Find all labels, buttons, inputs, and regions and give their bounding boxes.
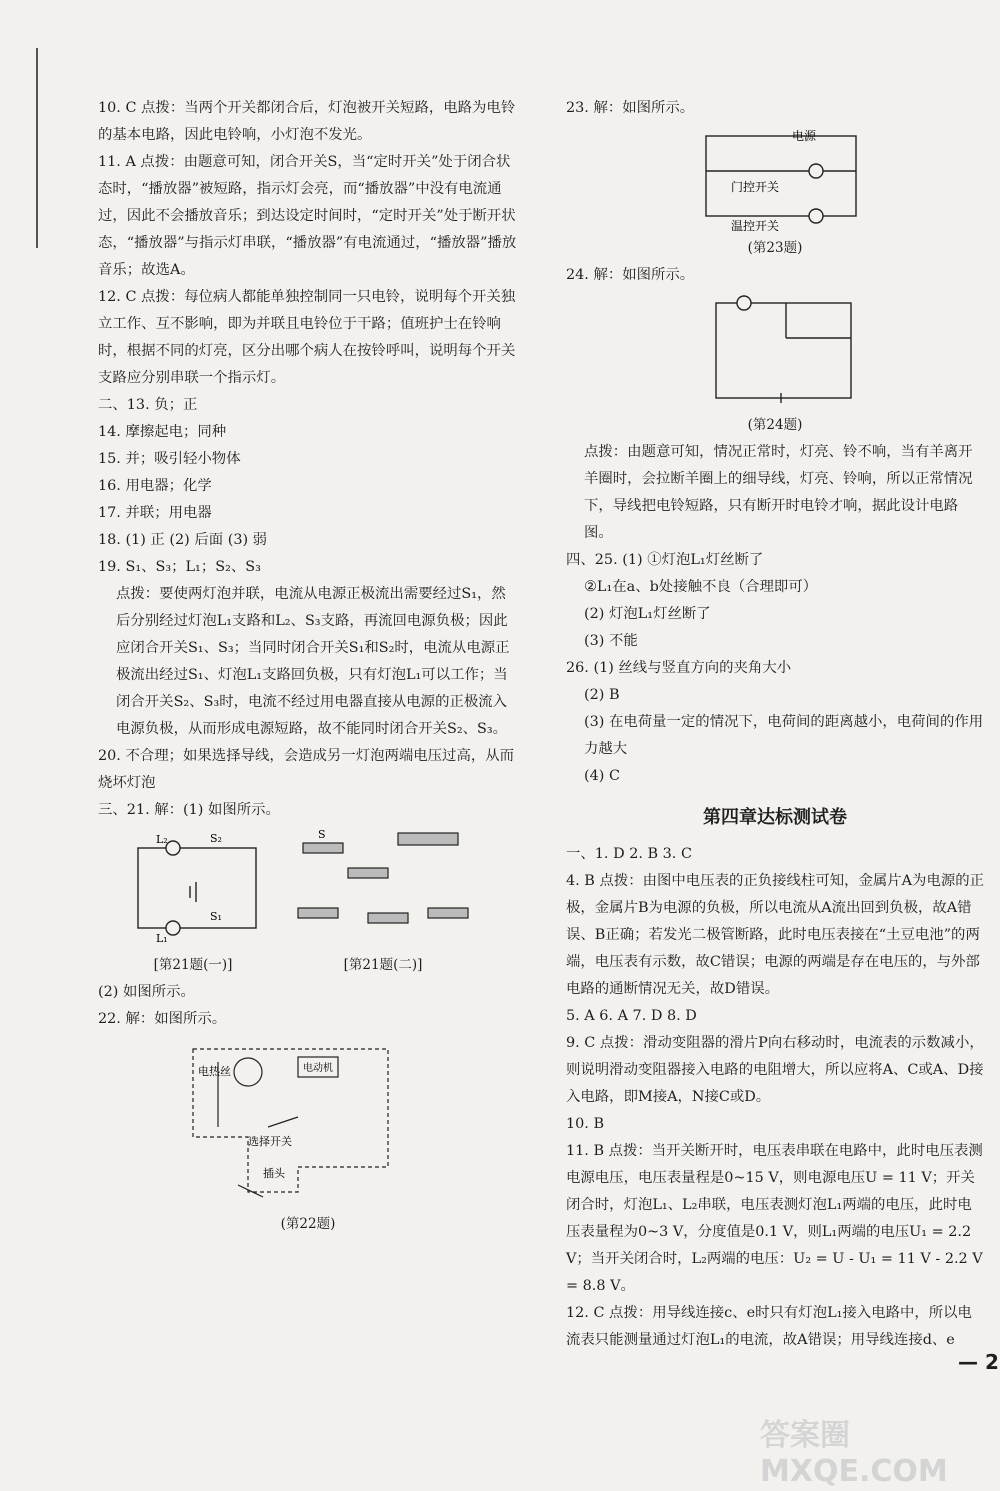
power-label: 电源 (792, 129, 817, 143)
label-S1: S₁ (210, 910, 222, 923)
label-L2: L₂ (156, 833, 168, 846)
answer-15: 15. 并；吸引轻小物体 (98, 451, 241, 467)
figure-22 (98, 1037, 518, 1207)
page-edge-line (36, 48, 38, 248)
chapter-answer-10: 10. B (566, 1116, 605, 1132)
figure-23-diagram (566, 126, 984, 231)
answer-21: 三、21. 解：(1) 如图所示。 (98, 802, 280, 818)
answer-25-d: (3) 不能 (584, 633, 638, 649)
label-S2: S₂ (210, 832, 222, 845)
label-S: S (318, 828, 326, 841)
figure-24-diagram (566, 293, 984, 408)
right-column (566, 95, 984, 1354)
answer-26-b: (2) B (584, 687, 620, 703)
answer-24: 24. 解：如图所示。 (566, 267, 695, 283)
figure-22-diagram (98, 1037, 518, 1207)
figure-23-caption: (第23题) (747, 240, 803, 256)
figure-21 (98, 828, 518, 948)
chapter-answer-1: 一、1. D 2. B 3. C (566, 846, 692, 862)
answer-25-b: ②L₁在a、b处接触不良（合理即可） (584, 579, 818, 595)
answer-26: 26. (1) 丝线与竖直方向的夹角大小 (566, 660, 792, 676)
answer-26-d: (4) C (584, 768, 620, 784)
answer-25-c: (2) 灯泡L₁灯丝断了 (584, 606, 711, 622)
watermark: 答案圈 MXQE.COM (760, 1418, 948, 1489)
switch-label: 选择开关 (248, 1135, 292, 1148)
figure-24-caption: (第24题) (747, 417, 803, 433)
chapter-answer-5: 5. A 6. A 7. D 8. D (566, 1008, 697, 1024)
answer-21-2: (2) 如图所示。 (98, 984, 195, 1000)
figure-24 (566, 293, 984, 408)
answer-22: 22. 解：如图所示。 (98, 1011, 227, 1027)
answer-26-c: (3) 在电荷量一定的情况下，电荷间的距离越小，电荷间的作用力越大 (584, 714, 984, 757)
chapter-answer-4: 4. B 点拨：由图中电压表的正负接线柱可知，金属片A为电源的正极，金属片B为电源的负极，所以电流从A流出回到负极，故A错误、B正确；若发光二极管断路，此时电压表接在“土豆电池”的两端，电压表有示数，故C错误；电源的两端是存在电压的，与外部电路的通断情况无关，故D错误。 (566, 873, 985, 997)
heater-label: 电热丝 (198, 1065, 231, 1078)
figure-21-diagrams (98, 828, 518, 948)
answer-12: 12. C 点拨：每位病人都能单独控制同一只电铃，说明每个开关独立工作、互不影响，即为并联且电铃位于干路；值班护士在铃响时，根据不同的灯亮，区分出哪个病人在按铃呼叫，说明每个开关支路应分别串联一个指示灯。 (98, 289, 516, 386)
answer-25: 四、25. (1) ①灯泡L₁灯丝断了 (566, 552, 764, 568)
answer-19: 19. S₁、S₃；L₁；S₂、S₃ (98, 559, 261, 575)
answer-17: 17. 并联；用电器 (98, 505, 212, 521)
chapter-title: 第四章达标测试卷 (703, 807, 847, 828)
chapter-answer-9: 9. C 点拨：滑动变阻器的滑片P向右移动时，电流表的示数减小，则说明滑动变阻器接入电路的电阻增大，所以应将A、C或A、D接入电路，即M接A，N接C或D。 (566, 1035, 984, 1105)
answer-10: 10. C 点拨：当两个开关都闭合后，灯泡被开关短路，电路为电铃的基本电路，因此电铃响，小灯泡不发光。 (98, 100, 516, 143)
answer-23: 23. 解：如图所示。 (566, 100, 695, 116)
answer-16: 16. 用电器；化学 (98, 478, 212, 494)
figure-21a-caption: [第21题(一)] (153, 957, 233, 973)
left-column (98, 95, 518, 1238)
chapter-answer-11: 11. B 点拨：当开关断开时，电压表串联在电路中，此时电压表测电源电压，电压表量程是0~15 V，则电源电压U = 11 V；开关闭合时，灯泡L₁、L₂串联，电压表测灯泡L₁两端的电压，此时电压表量程为0~3 V，分度值是0.1 V，则L₁两端的电压U₁ = 2.2 V；当开关闭合时，L₂两端的电压：U₂ = U - U₁ = 11 V - 2.2 V = 8.8 V。 (566, 1143, 983, 1294)
answer-20: 20. 不合理；如果选择导线，会造成另一灯泡两端电压过高，从而烧坏灯泡 (98, 748, 515, 791)
answer-11: 11. A 点拨：由题意可知，闭合开关S，当“定时开关”处于闭合状态时，“播放器”被短路，指示灯会亮，而“播放器”中没有电流通过，因此不会播放音乐；到达设定时间时，“定时开关”处于断开状态，“播放器”与指示灯串联，“播放器”有电流通过，“播放器”播放音乐；故选A。 (98, 154, 517, 278)
figure-21b-caption: [第21题(二)] (343, 957, 423, 973)
answer-13: 二、13. 负；正 (98, 397, 198, 413)
chapter-answer-12: 12. C 点拨：用导线连接c、e时只有灯泡L₁接入电路中，所以电流表只能测量通过灯泡L₁的电流，故A错误；用导线连接d、e (566, 1305, 972, 1348)
figure-23 (566, 126, 984, 231)
answer-18: 18. (1) 正 (2) 后面 (3) 弱 (98, 532, 268, 548)
answer-24-tip: 点拨：由题意可知，情况正常时，灯亮、铃不响，当有羊离开羊圈时，会拉断羊圈上的细导线，灯亮、铃响，所以正常情况下，导线把电铃短路，只有断开时电铃才响，据此设计电路图。 (584, 444, 973, 541)
motor-label: 电动机 (303, 1063, 333, 1074)
figure-22-caption: (第22题) (280, 1216, 336, 1232)
door-switch-label: 门控开关 (731, 180, 780, 194)
answer-19-tip: 点拨：要使两灯泡并联，电流从电源正极流出需要经过S₁，然后分别经过灯泡L₁支路和L₂、S₃支路，再流回电源负极；因此应闭合开关S₁、S₃；当同时闭合开关S₁和S₂时，电流从电源正极流出经过S₁、灯泡L₁支路回负极，只有灯泡L₁可以工作；当闭合开关S₂、S₃时，电流不经过用电器直接从电源的正极流入电源负极，从而形成电源短路，故不能同时闭合开关S₂、S₃。 (116, 586, 510, 737)
label-L1: L₁ (156, 932, 168, 945)
plug-label: 插头 (263, 1167, 285, 1180)
answer-14: 14. 摩擦起电；同种 (98, 424, 227, 440)
temp-switch-label: 温控开关 (731, 219, 780, 231)
page-number: — 2 (958, 1350, 999, 1374)
